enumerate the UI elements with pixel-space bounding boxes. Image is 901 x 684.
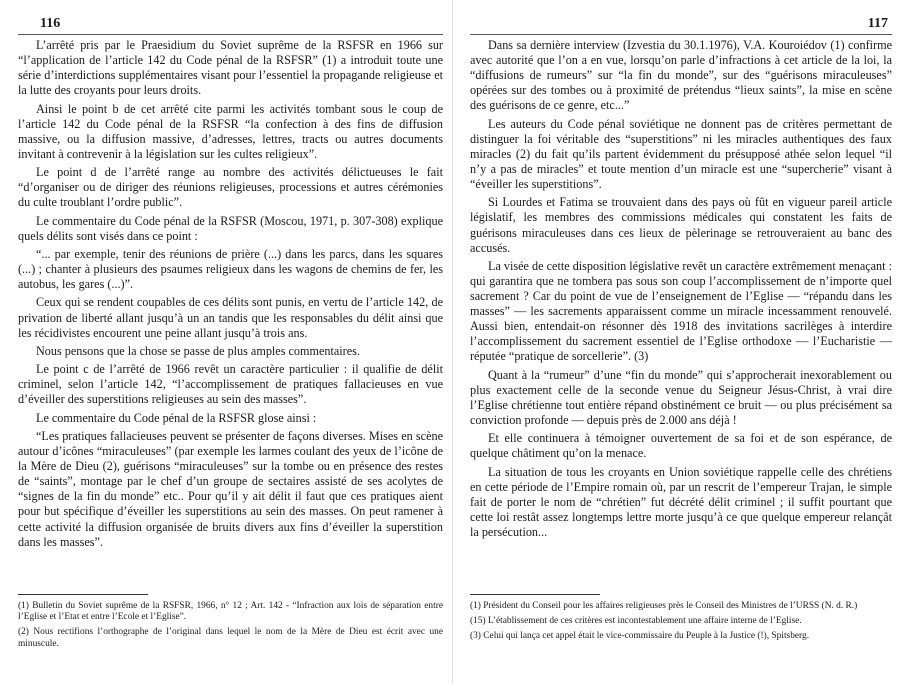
quote-paragraph: “Les pratiques fallacieuses peuvent se présenter de façons diverses. Mises en scène autour d’icônes “miraculeuses” (par exemple les larmes coulant des yeux de l’icône de la Mère de Dieu (2), guérisons “miraculeuses” sur la tombe ou en présence des restes de “saints”, montage par le chef d’un groupe de sectaires assisté de ses acolytes de “signes de la fin du monde” etc.. Pour qu’il y ait délit il faut que ces pratiques aient pour but spécifique d’éveiller les superstitions au sein des masses. On peut ramener à cette activité la diffusion organisée de bruits divers aux fins d’éveiller la superstition dans les masses”. [18,428,443,549]
header-rule [18,34,443,35]
paragraph: Et elle continuera à témoigner ouvertement de sa foi et de son espérance, de quelque châtiment qu’on la menace. [470,431,892,461]
paragraph: Dans sa dernière interview (Izvestia du 30.1.1976), V.A. Kouroiédov (1) confirme avec autorité que l’on a en vue, lorsqu’on parle d’infractions à cet article de la loi, la “diffusions de rumeurs” sur “la fin du monde”, sur des “guérisons miraculeuses” opérées sur des tombes ou à proximité de prétendus “lieux saints”, la mise en scène des guérisons de ce genre, etc...” [470,38,892,113]
footnote: (1) Bulletin du Soviet suprême de la RSFSR, 1966, n° 12 ; Art. 142 - “Infraction aux lois de séparation entre l’Eglise et l’Etat et entre l’Ecole et l’Eglise”. [18,601,443,623]
footnotes [18,594,443,654]
footnote: (2) Nous rectifions l’orthographe de l’original dans lequel le nom de la Mère de Dieu est écrit avec une minuscule. [18,627,443,649]
footnote-rule [470,594,600,595]
header-rule [470,34,892,35]
footnotes [470,594,892,647]
page-number: 116 [40,16,61,31]
footnote-rule [18,594,148,595]
paragraph: Nous pensons que la chose se passe de plus amples commentaires. [36,343,360,358]
paragraph: Le commentaire du Code pénal de la RSFSR glose ainsi : [36,410,317,425]
footnote: (1) Président du Conseil pour les affaires religieuses près le Conseil des Ministres de l’URSS (N. d. R.) [470,601,858,611]
paragraph: Ainsi le point b de cet arrêté cite parmi les activités tombant sous le coup de l’article 142 du Code pénal de la RSFSR “la confection à des fins de diffusion massive, ou la diffusion massive, d’adresses, lettres, tracts ou autres documents invitant à contrevenir à la législation sur les cultes religieux”. [18,101,443,161]
paragraph: Le point c de l’arrêté de 1966 revêt un caractère particulier : il qualifie de délit criminel, selon l’article 142, “l’accomplissement de pratiques fallacieuses en vue d’éveiller des superstitions religieuses au sein des masses”. [18,362,443,407]
page-number: 117 [867,16,888,31]
left-page [18,0,443,684]
page-body [18,38,443,553]
paragraph: L’arrêté pris par le Praesidium du Soviet suprême de la RSFSR en 1966 sur “l’application de l’article 142 du Code pénal de la RSFSR” (1) a introduit toute une série d’interdictions supplémentaires visant pour l’essentiel la propagande religieuse et la lutte des croyants pour leurs droits. [18,38,443,98]
paragraph: Ceux qui se rendent coupables de ces délits sont punis, en vertu de l’article 142, de privation de liberté allant jusqu’à un an tandis que les responsables du délit ainsi que les récidivistes encourent une peine allant jusqu’à trois ans. [18,295,443,340]
paragraph: La situation de tous les croyants en Union soviétique rappelle celle des chrétiens en cette période de l’Empire romain où, par un rescrit de l’empereur Trajan, le simple fait de porter le nom de “chrétien” fut décrété délit criminel ; il suffit pourtant que cette loi restât assez longtemps lettre morte jusqu’à ce que quelque empereur relançât la persécution... [470,464,892,540]
right-page [470,0,892,684]
quote-paragraph: “... par exemple, tenir des réunions de prière (...) dans les parcs, dans les squares (...) ; chanter à plusieurs des psaumes religieux dans les wagons de chemins de fer, les autobus, les gares (...)”. [18,246,443,292]
paragraph: Quant à la “rumeur” d’une “fin du monde” qui s’approcherait inexorablement ou plus exactement celle de la seconde venue du Seigneur Jésus-Christ, à vrai dire l’Eglise chrétienne tout entière répand obstinément ce bruit — ou plus précisément sa conviction profonde — depuis près de 2.000 ans déjà ! [470,367,892,427]
paragraph: Le point d de l’arrêté range au nombre des activités délictueuses le fait “d’organiser ou de diriger des réunions religieuses, processions et autres cérémonies du culte troublant l’ordre public”. [18,165,443,210]
paragraph: Les auteurs du Code pénal soviétique ne donnent pas de critères permettant de distinguer la foi véritable des “superstitions” ni les miracles authentiques des faux miracles (2) du fait qu’ils partent évidemment du présupposé athée selon lequel “il n’y a pas de miracles” et toute mention d’un miracle est une “supercherie” visant à “éveiller les superstitions”. [470,116,892,192]
footnote: (3) Celui qui lança cet appel était le vice-commissaire du Peuple à la Justice (!), Spitsberg. [470,631,810,642]
paragraph: Le commentaire du Code pénal de la RSFSR (Moscou, 1971, p. 307-308) explique quels délits sont visés dans ce point : [18,213,443,243]
footnote: (15) L’établissement de ces critères est incontestablement une affaire interne de l’Eglise. [470,616,802,627]
page-body [470,38,892,543]
paragraph: Si Lourdes et Fatima se trouvaient dans des pays où fût en vigueur pareil article législatif, les membres des commissions médicales qui constatent les faits de guérisons miraculeuses dans ces lieux de pèlerinage se retrouveraient au banc des accusés. [470,195,892,255]
paragraph: La visée de cette disposition législative revêt un caractère extrêmement menaçant : qui garantira que ne tombera pas sous son coup l’accomplissement de n’importe quel sacrement ? Car du point de vue de l’enseignement de l’Eglise — “répandu dans les masses” — les sacrements apparaissent comme un miracle incessamment renouvelé. Aussi bien, entendait-on résonner dès 1918 des invitations sacrilèges à interdire l’accomplissement du sacrement essentiel de l’Eglise orthodoxe — l’Eucharistie — réputée “pratique de sorcellerie”. (3) [470,258,892,364]
gutter [452,0,453,684]
